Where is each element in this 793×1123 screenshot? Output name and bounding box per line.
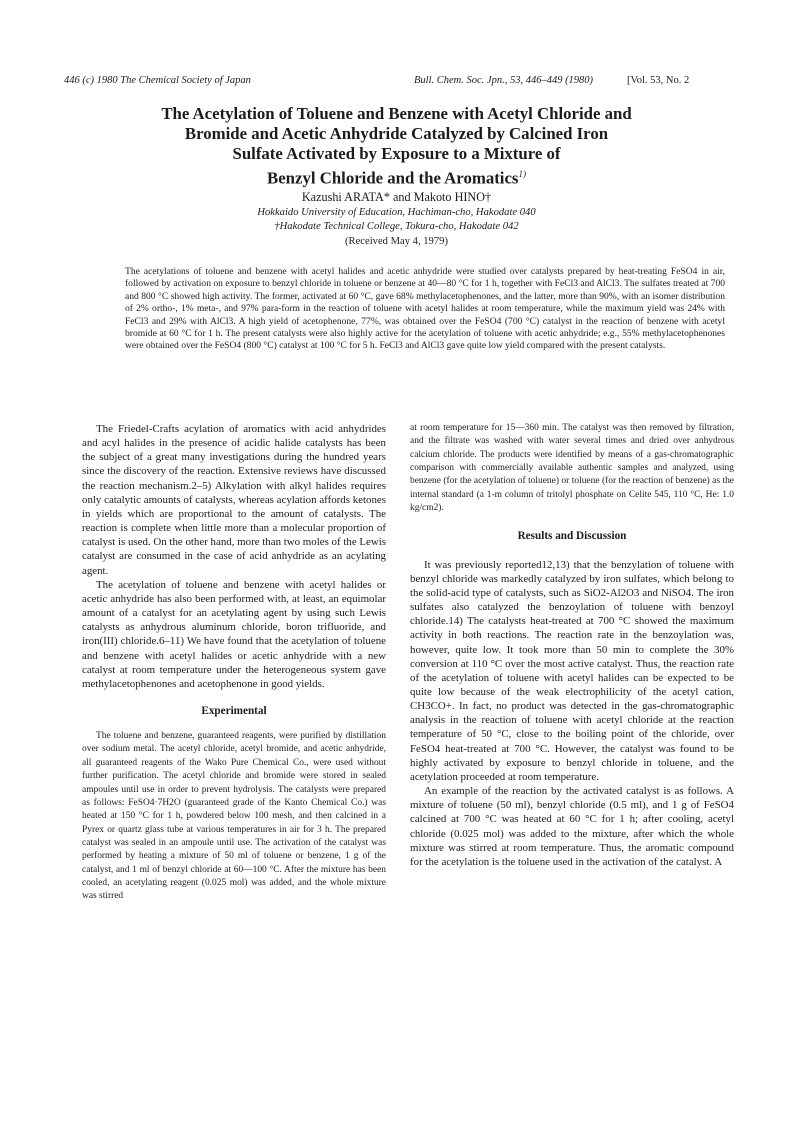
intro-paragraph-1: The Friedel-Crafts acylation of aromatics with acid anhydrides and acyl halides in the presence of acidic halide catalysts has been the subject of a great many investigations during the hundred years since the discovery of the reaction. Extensive reviews have discussed the reaction mechanism.2–5) Alkylation with alkyl halides requires only catalytic amounts of catalysts, whereas acylation affords ketones in yields which are proportional to the amount of catalysts. The reaction is complete when little more than a molecular proportion of catalyst is used. On the other hand, more than two moles of the Lewis catalyst are consumed in the case of acid anhydride as an acylating agent. xyxy=(82,423,386,577)
experimental-paragraph: The toluene and benzene, guaranteed reagents, were purified by distillation over sodium metal. The acetyl chloride, acetyl bromide, and acetic anhydride, all guaranteed reagents of the Wako Pure Chemical Co., were used without further purification. The acetyl chloride and bromide were stored in sealed ampoules until use in order to prevent hydrolysis. The catalysts were prepared as follows: FeSO4·7H2O (guaranteed grade of the Kanto Chemical Co.) was heated at 150 °C for 1 h, powdered below 100 mesh, and then calcined in a Pyrex or quartz glass tube at various temperatures in air for 3 h. The prepared catalyst was sealed in an ampoule until use. The activation of the catalyst was performed by heating a mixture of 50 ml of toluene or benzene, 1 g of the catalyst, and 1 ml of benzyl chloride at 60—100 °C. After the mixture has been cooled, an acetylating reagent (0.025 mol) was added, and the whole mixture was stirred xyxy=(82,731,386,902)
journal-citation: Bull. Chem. Soc. Jpn., 53, 446–449 (1980) xyxy=(414,75,594,86)
experimental-continuation: at room temperature for 15—360 min. The catalyst was then removed by filtration, and the filtrate was washed with water several times and dried over anhydrous calcium chloride. The products were identified by means of a gas-chromatographic comparison with commercially available authentic samples and analyzed, using benzene (for the acetylation of toluene) or toluene (for the reaction of benzene) as the internal standard (a 1-m column of tritolyl phosphate on Celite 545, 110 °C, He: 1.0 kg/cm2). xyxy=(410,423,734,514)
results-paragraph-2: An example of the reaction by the activated catalyst is as follows. A mixture of toluene (50 ml), benzyl chloride (0.5 ml), and 1 g of FeSO4 calcined at 700 °C was heated at 60 °C for 1 h; after cooling, acetyl chloride (0.025 mol) was added to the mixture, after which the whole mixture was stirred at room temperature. Thus, the aromatic compound for the acetylation is the toluene used in the activation of the catalyst. A xyxy=(410,785,734,868)
affiliation-1: Hokkaido University of Education, Hachiman-cho, Hakodate 040 xyxy=(257,207,536,218)
author-list: Kazushi ARATA* and Makoto HINO† xyxy=(301,190,492,204)
received-date: (Received May 4, 1979) xyxy=(345,236,448,247)
title-line-1: The Acetylation of Toluene and Benzene with Acetyl Chloride and xyxy=(161,104,632,123)
abstract: The acetylations of toluene and benzene with acetyl halides and acetic anhydride were studied over catalysts prepared by heat-treating FeSO4 in air, followed by activation on exposure to benzyl chloride in toluene or benzene at 40—80 °C for 1 h, together with FeCl3 and AlCl3. The sulfates treated at 700 and 800 °C showed high activity. The former, activated at 60 °C, gave 68% methylacetophenones, and the latter, more than 90%, with an isomer distribution of 2% ortho-, 1% meta-, and 97% para-form in the reaction of toluene with acetyl halides at room temperature, while the maximum yield was 24% with FeCl3 and 29% with AlCl3. A high yield of acetophenone, 77%, was obtained over the FeSO4 (700 °C) catalyst in the reaction of benzene with acetyl bromide at 60 °C for 1 h. The present catalysts were also highly active for the acetylation of toluene with acetic anhydride; e.g., 55% methylacetophenones were obtained over the FeSO4 (800 °C) catalyst at 100 °C for 5 h. FeCl3 and AlCl3 gave quite low yield compared with the present catalysts. xyxy=(125,266,725,352)
experimental-heading: Experimental xyxy=(201,704,267,717)
intro-paragraph-2: The acetylation of toluene and benzene with acetyl halides or acetic anhydride has also been performed with, at least, an equimolar amount of a catalyst for an acetylating agent by using such Lewis catalysts as anhydrous aluminum chloride, boron trifluoride, and iron(III) chloride.6–11) We have found that the acetylation of toluene and benzene with acetyl halides or acetic anhydride with a new catalyst at room temperature under the heterogeneous system gave methylacetophenones and acetophenone in good yields. xyxy=(82,578,386,690)
left-column xyxy=(82,422,386,904)
title-line-3: Sulfate Activated by Exposure to a Mixture of xyxy=(232,144,561,163)
results-heading: Results and Discussion xyxy=(517,530,627,543)
results-paragraph-1: It was previously reported12,13) that the benzylation of toluene with benzyl chloride was markedly catalyzed by iron sulfates, which belong to the solid-acid type of catalysts, such as SiO2-Al2O3 and NiSO4. The iron sulfates also catalyzed the benzoylation of toluene with benzoyl chloride.14) The catalysts heat-treated at 700 °C showed the maximum activity in both reactions. The reaction rate in the benzoylation was, however, quite low. It took more than 50 min to complete the 30% conversion at 110 °C over the most active catalyst. Thus, the reaction rate of the acetylation of toluene with acetyl halides can be expected to be quite low because of the weak electrophilicity of the acetyl cation, CH3CO+. In fact, no product was detected in the gas-chromatographic analysis in the reaction of toluene with acetyl chloride at the reaction temperature of 50 °C, close to the boiling point of the chloride, over FeSO4 heat-treated at 700 °C. However, the catalyst was found to be highly activated by exposure to benzyl chloride in toluene, and the acetylation proceeded at room temperature. xyxy=(410,558,734,783)
article-title xyxy=(60,104,733,189)
title-line-4: Benzyl Chloride and the Aromatics xyxy=(267,168,519,188)
right-column xyxy=(410,422,734,869)
volume-issue: [Vol. 53, No. 2 xyxy=(627,75,690,86)
affiliation-2: †Hakodate Technical College, Tokura-cho, Hakodate 042 xyxy=(274,221,519,232)
running-header-left: 446 (c) 1980 The Chemical Society of Japan xyxy=(64,75,251,86)
title-line-2: Bromide and Acetic Anhydride Catalyzed by Calcined Iron xyxy=(184,124,609,143)
title-footnote-mark: 1) xyxy=(518,169,526,179)
